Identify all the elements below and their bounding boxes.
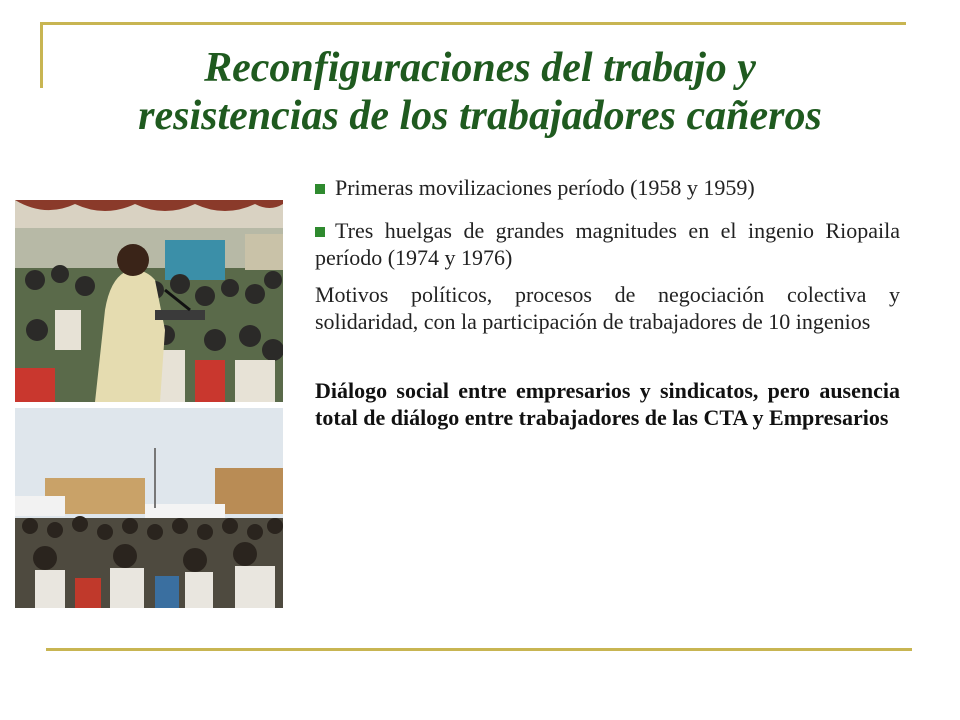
- bullet-text: Primeras movilizaciones período (1958 y 1959): [335, 175, 755, 200]
- bullet-item: [315, 217, 900, 271]
- paragraph-dialogo: Diálogo social entre empresarios y sindicatos, pero ausencia total de diálogo entre trabajadores de las CTA y Empresarios: [315, 378, 900, 430]
- title-line-2: resistencias de los trabajadores cañeros: [138, 93, 822, 139]
- bottom-rule: [46, 648, 912, 651]
- title-line-1: Reconfiguraciones del trabajo y: [204, 45, 756, 91]
- paragraph-motivos: Motivos políticos, procesos de negociación colectiva y solidaridad, con la participación de trabajadores de 10 ingenios: [315, 282, 900, 334]
- top-rule: [40, 22, 906, 25]
- slide-title: [40, 44, 920, 140]
- slide-content: [315, 174, 900, 431]
- bullet-text: Tres huelgas de grandes magnitudes en el ingenio Riopaila período (1974 y 1976): [315, 218, 900, 270]
- photo-crowd-plaza: [15, 408, 283, 608]
- photo-speaker-rally: [15, 200, 283, 402]
- bullet-item: [315, 174, 900, 201]
- square-bullet-icon: [315, 227, 325, 237]
- square-bullet-icon: [315, 184, 325, 194]
